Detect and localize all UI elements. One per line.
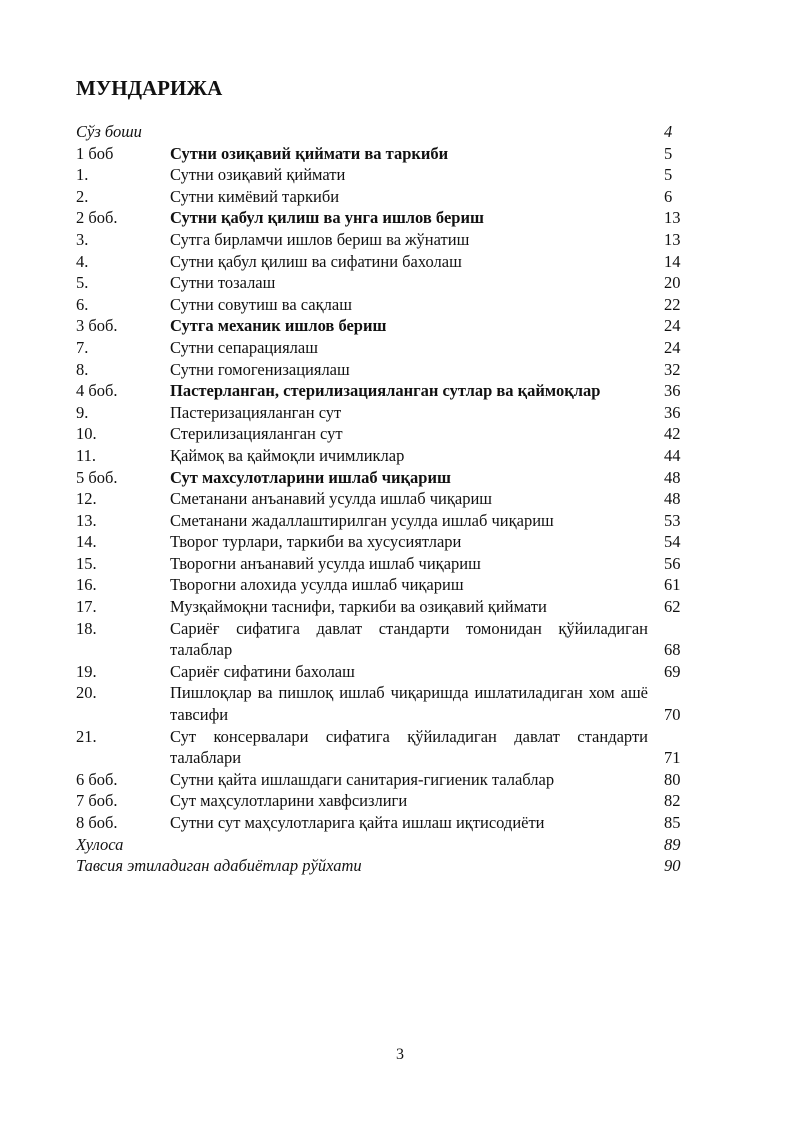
toc-entry-title: Пастеризацияланган сут bbox=[170, 402, 342, 422]
toc-entry-page: 85 bbox=[664, 813, 681, 832]
toc-entry-title: Сўз боши bbox=[76, 122, 142, 141]
toc-entry-page: 36 bbox=[664, 402, 681, 422]
toc-entry-title: Сутга бирламчи ишлов бериш ва жўнатиш bbox=[170, 229, 470, 249]
toc-entry-number: 14. bbox=[76, 532, 97, 552]
toc-entry-page: 56 bbox=[664, 553, 681, 573]
toc-entry-number: 5. bbox=[76, 273, 89, 293]
toc-entry-title: Творог турлари, таркиби ва хусусиятлари bbox=[170, 532, 462, 552]
toc-entry bbox=[76, 121, 686, 143]
toc-entry-page: 62 bbox=[664, 597, 681, 617]
toc-entry-page: 90 bbox=[664, 856, 681, 876]
toc-entry bbox=[76, 769, 686, 791]
toc-entry bbox=[76, 812, 686, 834]
toc-entry-number: 8. bbox=[76, 359, 89, 379]
toc-entry-title: Сут махсулотларини ишлаб чиқариш bbox=[170, 467, 451, 487]
toc-entry-page: 89 bbox=[664, 834, 681, 854]
toc-entry-page: 24 bbox=[664, 316, 681, 336]
toc-title: МУНДАРИЖА bbox=[76, 76, 223, 100]
toc-entry-number: 1 боб bbox=[76, 143, 114, 163]
toc-entry bbox=[76, 510, 686, 532]
toc-entry-title: Стерилизацияланган сут bbox=[170, 424, 343, 444]
toc-entry-number: 15. bbox=[76, 553, 97, 573]
toc-entry-page: 36 bbox=[664, 381, 681, 401]
toc-entry-number: 13. bbox=[76, 510, 97, 530]
toc-entry-number: 4 боб. bbox=[76, 381, 118, 401]
toc-entry-page: 22 bbox=[664, 294, 681, 314]
toc-entry-page: 68 bbox=[664, 640, 681, 660]
toc-entry-page: 44 bbox=[664, 445, 681, 465]
toc-entry-page: 6 bbox=[664, 186, 673, 206]
toc-entry-page: 61 bbox=[664, 575, 681, 595]
toc-entry-number: 17. bbox=[76, 597, 97, 617]
toc-entry bbox=[76, 855, 686, 877]
toc-entry-number: 21. bbox=[76, 726, 97, 746]
toc-entry-page: 13 bbox=[664, 208, 681, 228]
toc-entry-title: Сутни озиқавий қиймати ва таркиби bbox=[170, 143, 449, 163]
toc-entry-number: 6. bbox=[76, 294, 89, 314]
toc-entry bbox=[76, 272, 686, 294]
toc-entry bbox=[76, 207, 686, 229]
toc-entry bbox=[76, 467, 686, 489]
toc-entry-page: 24 bbox=[664, 337, 681, 357]
toc-entry bbox=[76, 251, 686, 273]
toc-entry-title: Сут консервалари сифатига қўйиладиган давлат стандарти талаблари bbox=[170, 726, 648, 768]
toc-entry bbox=[76, 359, 686, 381]
toc-entry-title: Творогни анъанавий усулда ишлаб чиқариш bbox=[170, 553, 481, 573]
toc-entry-number: 3 боб. bbox=[76, 316, 118, 336]
toc-entry bbox=[76, 574, 686, 596]
toc-entry bbox=[76, 229, 686, 251]
toc-entry-number: 18. bbox=[76, 618, 97, 638]
toc-entry-page: 82 bbox=[664, 791, 681, 811]
toc-entry-page: 13 bbox=[664, 229, 681, 249]
toc-entry-page: 5 bbox=[664, 165, 673, 185]
toc-entry-number: 20. bbox=[76, 683, 97, 703]
toc-entry-page: 4 bbox=[664, 122, 673, 141]
toc-entry-title: Сутни озиқавий қиймати bbox=[170, 165, 346, 185]
toc-entry-page: 5 bbox=[664, 143, 673, 163]
toc-entry-title: Сметанани жадаллаштирилган усулда ишлаб чиқариш bbox=[170, 510, 554, 530]
toc-entry bbox=[76, 143, 686, 165]
toc-entry-title: Сутни совутиш ва сақлаш bbox=[170, 294, 352, 314]
toc-entry bbox=[76, 423, 686, 445]
toc-entry bbox=[76, 445, 686, 467]
toc-entry-number: 9. bbox=[76, 402, 89, 422]
toc-entry-number: 2. bbox=[76, 186, 89, 206]
toc-entry-number: 10. bbox=[76, 424, 97, 444]
toc-entry-number: 6 боб. bbox=[76, 769, 118, 789]
toc-entry-page: 48 bbox=[664, 467, 681, 487]
toc-entry-title: Сутни қайта ишлашдаги санитария-гигиеник талаблар bbox=[170, 769, 555, 789]
toc-entry bbox=[76, 164, 686, 186]
toc-entry-title: Творогни алохида усулда ишлаб чиқариш bbox=[170, 575, 464, 595]
toc-entry bbox=[76, 682, 686, 725]
toc-entry-title: Музқаймоқни таснифи, таркиби ва озиқавий қиймати bbox=[170, 597, 547, 617]
toc-entry-title: Сариёғ сифатига давлат стандарти томонидан қўйиладиган талаблар bbox=[170, 618, 648, 660]
toc-entry-title: Сутни кимёвий таркиби bbox=[170, 186, 340, 206]
toc-entry-page: 54 bbox=[664, 532, 681, 552]
toc-entry-page: 53 bbox=[664, 510, 681, 530]
toc-entry-page: 32 bbox=[664, 359, 681, 379]
toc-entry-title: Қаймоқ ва қаймоқли ичимликлар bbox=[170, 445, 405, 465]
toc-entry-page: 69 bbox=[664, 661, 681, 681]
toc-entry-page: 71 bbox=[664, 748, 681, 768]
toc-entry bbox=[76, 315, 686, 337]
toc-entry-title: Сариёғ сифатини бахолаш bbox=[170, 661, 355, 681]
toc-entry-page: 48 bbox=[664, 489, 681, 509]
toc-entry-number: 16. bbox=[76, 575, 97, 595]
toc-entry-number: 12. bbox=[76, 489, 97, 509]
page-number: 3 bbox=[396, 1046, 404, 1063]
toc-entry-number: 5 боб. bbox=[76, 467, 118, 487]
toc-entry-title: Хулоса bbox=[76, 834, 124, 854]
toc-entry-title: Тавсия этиладиган адабиётлар рўйхати bbox=[76, 856, 362, 876]
toc-entry bbox=[76, 402, 686, 424]
toc-entry bbox=[76, 618, 686, 661]
toc-entry bbox=[76, 596, 686, 618]
toc-entry-title: Сутни гомогенизациялаш bbox=[170, 359, 350, 379]
toc-entry-number: 3. bbox=[76, 229, 89, 249]
toc-entry-number: 4. bbox=[76, 251, 89, 271]
toc-entry bbox=[76, 531, 686, 553]
toc-entry-title: Сут маҳсулотларини хавфсизлиги bbox=[170, 791, 408, 811]
toc-entry-title: Сутни қабул қилиш ва сифатини бахолаш bbox=[170, 251, 462, 271]
toc-entry-title: Пишлоқлар ва пишлоқ ишлаб чиқаришда ишлатиладиган хом ашё тавсифи bbox=[170, 683, 648, 725]
toc-entry-title: Сметанани анъанавий усулда ишлаб чиқариш bbox=[170, 489, 493, 509]
toc-entry-page: 70 bbox=[664, 705, 681, 725]
toc-entry-number: 8 боб. bbox=[76, 813, 118, 832]
toc-entry-page: 80 bbox=[664, 769, 681, 789]
toc-entry bbox=[76, 553, 686, 575]
toc-entry bbox=[76, 790, 686, 812]
toc-entry bbox=[76, 834, 686, 856]
toc-entry-number: 19. bbox=[76, 661, 97, 681]
toc-entry bbox=[76, 661, 686, 683]
toc-entry-number: 1. bbox=[76, 165, 89, 185]
toc-entry bbox=[76, 294, 686, 316]
toc-entry-number: 2 боб. bbox=[76, 208, 118, 228]
toc-entry-number: 7 боб. bbox=[76, 791, 118, 811]
toc-entry bbox=[76, 337, 686, 359]
toc-entry-page: 20 bbox=[664, 273, 681, 293]
toc-entry-title: Пастерланган, стерилизацияланган сутлар ва қаймоқлар bbox=[170, 381, 601, 401]
toc-entry-page: 14 bbox=[664, 251, 681, 271]
toc-entry bbox=[76, 488, 686, 510]
toc-entry-page: 42 bbox=[664, 424, 681, 444]
toc-entry-title: Сутни тозалаш bbox=[170, 273, 276, 293]
toc-entry-number: 11. bbox=[76, 445, 97, 465]
toc-entry-number: 7. bbox=[76, 337, 89, 357]
toc-entry bbox=[76, 726, 686, 769]
table-of-contents bbox=[76, 121, 686, 877]
toc-entry-title: Сутни сепарациялаш bbox=[170, 337, 318, 357]
toc-entry-title: Сутни сут маҳсулотларига қайта ишлаш иқтисодиёти bbox=[170, 813, 545, 832]
toc-entry bbox=[76, 380, 686, 402]
toc-entry-title: Сутга механик ишлов бериш bbox=[170, 316, 387, 336]
toc-entry-title: Сутни қабул қилиш ва унга ишлов бериш bbox=[170, 208, 484, 228]
toc-entry bbox=[76, 186, 686, 208]
